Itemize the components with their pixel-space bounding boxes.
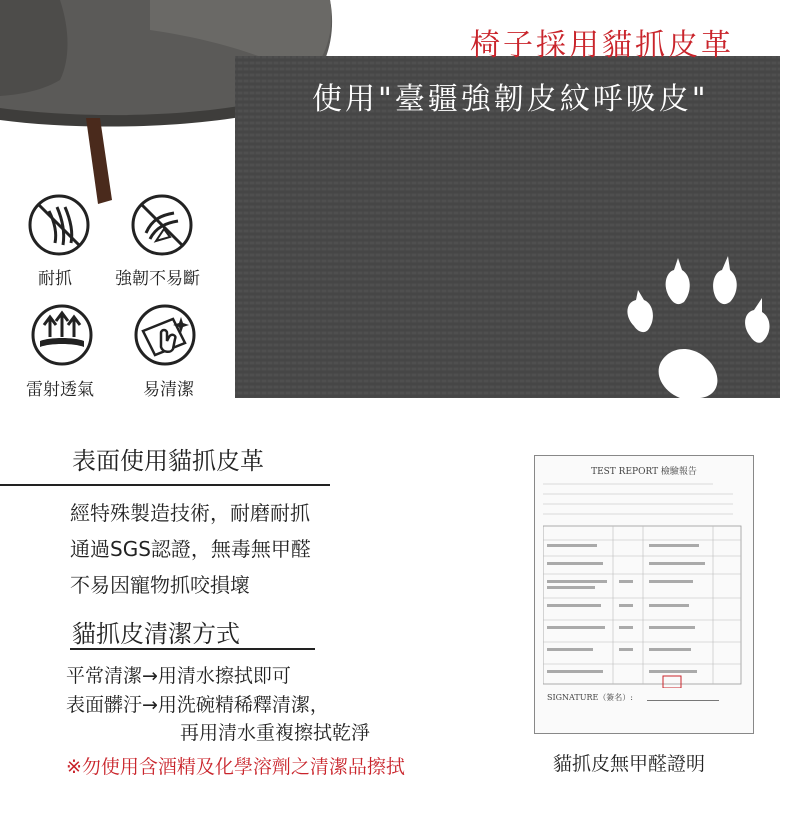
surface-line: 通過SGS認證，無毒無甲醛 — [70, 537, 311, 561]
feature-label-tear: 強韌不易斷 — [115, 269, 200, 289]
cleaning-section-title: 貓抓皮清潔方式 — [72, 620, 240, 648]
easy-clean-icon — [133, 303, 197, 367]
paw-print-icon — [620, 250, 780, 398]
feature-label-breathable: 雷射透氣 — [26, 380, 94, 400]
certificate-heading: TEST REPORT 檢驗報告 — [591, 467, 697, 477]
scratch-resistant-icon — [27, 193, 91, 257]
cleaning-line: 平常清潔→用清水擦拭即可 — [66, 665, 291, 687]
certificate-caption: 貓抓皮無甲醛證明 — [553, 753, 706, 775]
tear-resistant-icon — [130, 193, 194, 257]
surface-line: 不易因寵物抓咬損壞 — [70, 573, 250, 597]
page-title: 椅子採用貓抓皮革 — [470, 28, 734, 63]
section-divider — [70, 648, 315, 650]
surface-line: 經特殊製造技術，耐磨耐抓 — [70, 501, 310, 525]
surface-section-title: 表面使用貓抓皮革 — [72, 447, 264, 475]
signature-line — [647, 700, 719, 701]
certificate-signature-label: SIGNATURE（簽名）: — [547, 693, 634, 702]
cleaning-line: 表面髒汙→用洗碗精稀釋清潔， — [66, 694, 329, 716]
section-divider — [0, 484, 330, 486]
page-subtitle: 使用"臺疆強韌皮紋呼吸皮" — [312, 82, 709, 117]
cleaning-warning: ※勿使用含酒精及化學溶劑之清潔品擦拭 — [66, 756, 405, 778]
cleaning-line: 再用清水重複擦拭乾淨 — [180, 722, 371, 744]
certificate-table — [543, 478, 745, 688]
test-report-certificate — [534, 455, 754, 734]
breathable-icon — [30, 303, 94, 367]
feature-label-clean: 易清潔 — [143, 380, 194, 400]
feature-label-scratch: 耐抓 — [38, 269, 72, 289]
